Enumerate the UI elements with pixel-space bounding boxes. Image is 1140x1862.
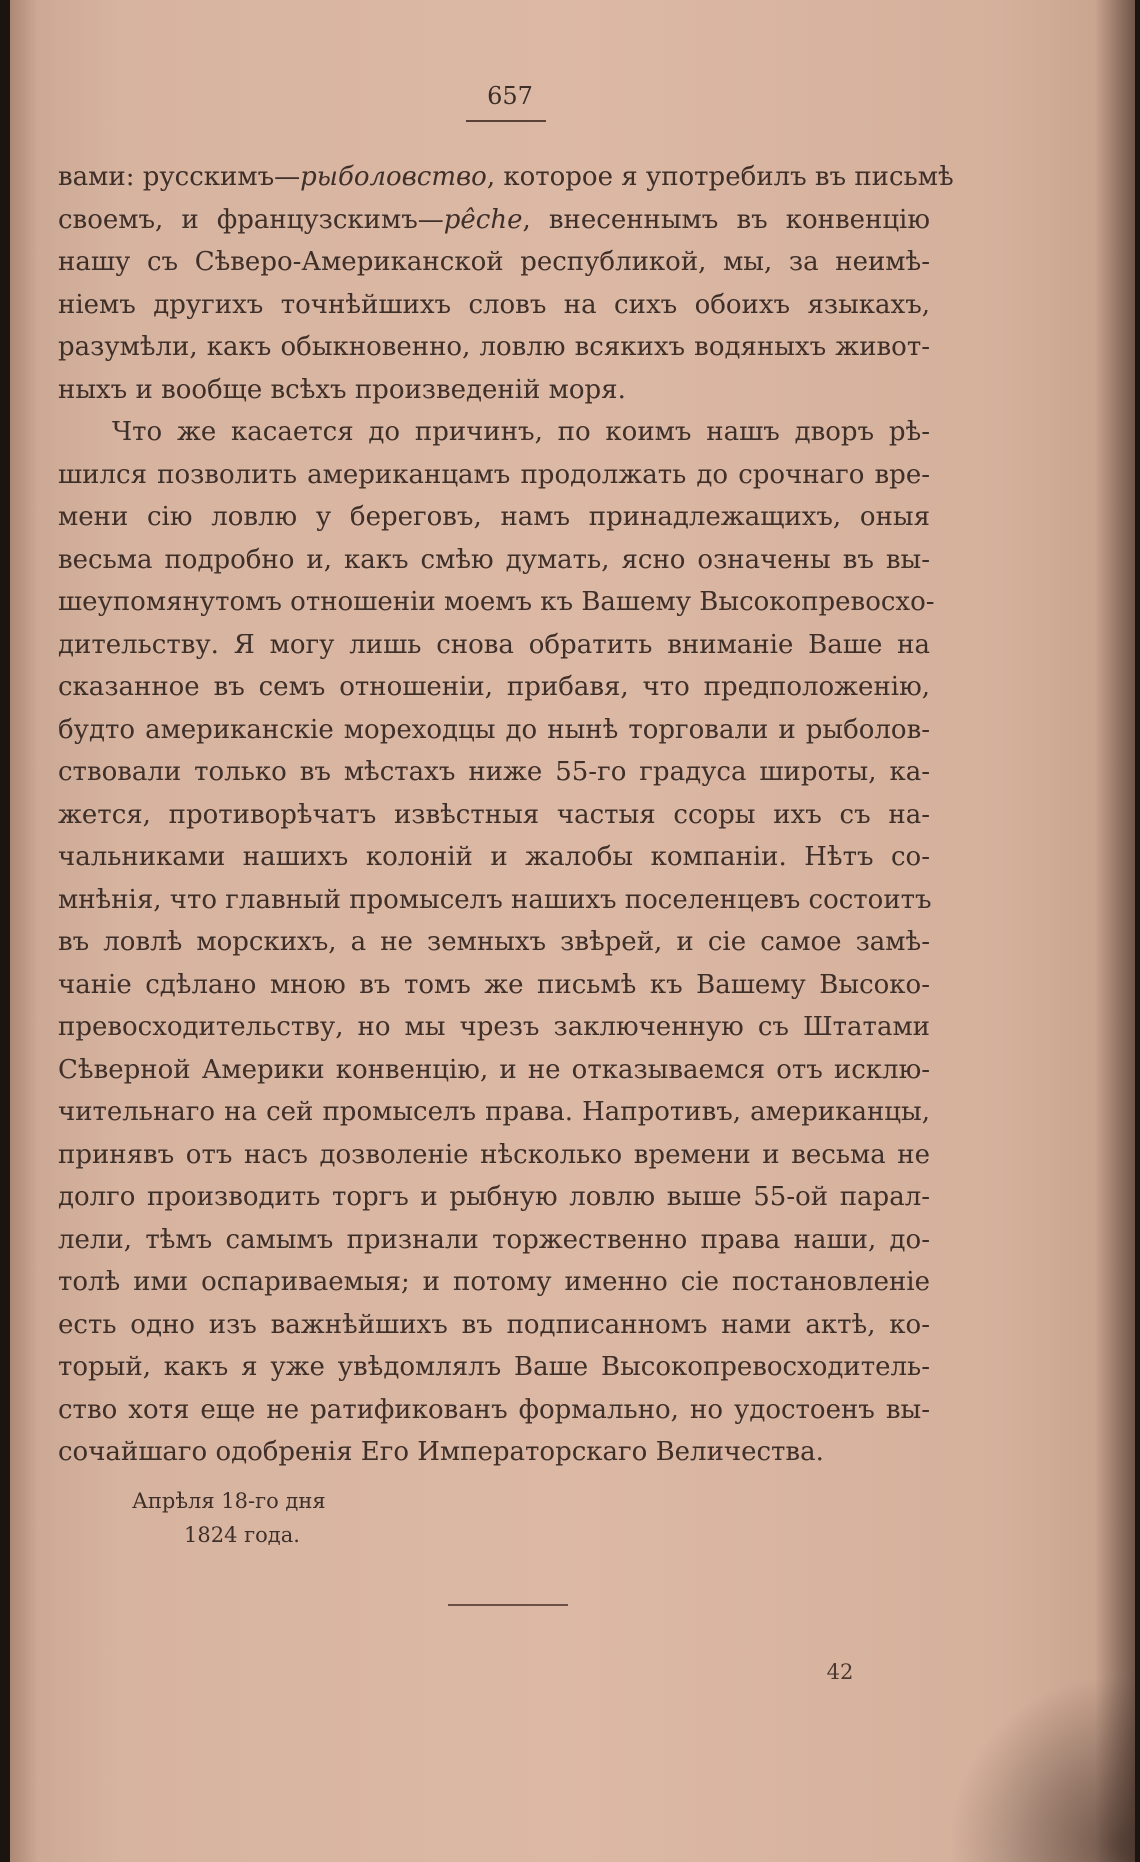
document-page: [10, 0, 1135, 1862]
text-line: сказанное въ семъ отношеніи, прибавя, что предположенію,: [58, 672, 930, 702]
text-line: дительству. Я могу лишь снова обратить вниманіе Ваше на: [58, 629, 930, 660]
text-line: ство хотя еще не ратификованъ формально, но удостоенъ вы-: [58, 1394, 930, 1425]
text-line: лели, тѣмъ самымъ признали торжественно права наши, до-: [58, 1224, 930, 1255]
page-corner-shadow: [935, 1662, 1135, 1862]
date-line: Апрѣля 18-го дня: [132, 1489, 326, 1513]
page-number: 657: [487, 82, 533, 110]
closing-rule: [448, 1604, 568, 1606]
year-line: 1824 года.: [184, 1523, 300, 1547]
text-line: жется, противорѣчатъ извѣстныя частыя ссоры ихъ съ на-: [58, 799, 930, 830]
text-line: будто американскіе мореходцы до нынѣ торговали и рыболов-: [58, 714, 930, 745]
page-number-rule: [466, 120, 546, 122]
text-line: мнѣнія, что главный промыселъ нашихъ поселенцевъ состоитъ: [58, 884, 932, 915]
text-line: торый, какъ я уже увѣдомлялъ Ваше Высокопревосходитель-: [58, 1352, 930, 1382]
text-line: шеупомянутомъ отношеніи моемъ къ Вашему Высокопревосхо-: [58, 587, 935, 617]
text-line: весьма подробно и, какъ смѣю думать, ясно означены въ вы-: [58, 544, 930, 575]
italic-word: pêche: [443, 204, 523, 235]
text-line: своемъ, и французскимъ—pêche, внесеннымъ въ конвенцію: [58, 204, 930, 235]
text-line: чальниками нашихъ колоній и жалобы компаніи. Нѣтъ со-: [58, 842, 930, 872]
text-line: превосходительству, но мы чрезъ заключенную съ Штатами: [58, 1012, 930, 1042]
text-line: мени сію ловлю у береговъ, намъ принадлежащихъ, оныя: [58, 502, 930, 532]
text-line: ныхъ и вообще всѣхъ произведеній моря.: [58, 374, 626, 405]
text-line: сочайшаго одобренія Его Императорскаго Величества.: [58, 1437, 824, 1467]
text-line: разумѣли, какъ обыкновенно, ловлю всякихъ водяныхъ живот-: [58, 332, 930, 362]
italic-word: рыболовство: [300, 162, 487, 192]
text-line: ніемъ другихъ точнѣйшихъ словъ на сихъ обоихъ языкахъ,: [58, 289, 930, 320]
text-line: ствовали только въ мѣстахъ ниже 55-го градуса широты, ка-: [58, 757, 930, 787]
signature-mark: 42: [826, 1660, 854, 1684]
text-line: нашу съ Сѣверо-Американской республикой, мы, за неимѣ-: [58, 247, 930, 277]
body-text: [58, 156, 954, 1474]
text-line: толѣ ими оспариваемыя; и потому именно сіе постановленіе: [58, 1267, 930, 1297]
text-line: шился позволить американцамъ продолжать до срочнаго вре-: [58, 459, 930, 490]
text-line: принявъ отъ насъ дозволеніе нѣсколько времени и весьма не: [58, 1139, 930, 1170]
text-line: чаніе сдѣлано мною въ томъ же письмѣ къ Вашему Высоко-: [58, 969, 930, 1000]
paragraph-2: [58, 411, 935, 1474]
text-line: Сѣверной Америки конвенцію, и не отказываемся отъ исклю-: [58, 1054, 930, 1085]
text-line: Что же касается до причинъ, по коимъ нашъ дворъ рѣ-: [112, 417, 930, 447]
text-line: долго производить торгъ и рыбную ловлю выше 55-ой парал-: [58, 1182, 930, 1212]
text-line: есть одно изъ важнѣйшихъ въ подписанномъ нами актѣ, ко-: [58, 1309, 930, 1340]
text-line: чительнаго на сей промыселъ права. Напротивъ, американцы,: [58, 1097, 930, 1127]
paragraph-1: [58, 156, 954, 411]
text-line: вами: русскимъ—рыболовство, которое я употребилъ въ письмѣ: [58, 162, 954, 192]
text-line: въ ловлѣ морскихъ, а не земныхъ звѣрей, и сіе самое замѣ-: [58, 927, 930, 957]
date-block: [132, 1484, 326, 1552]
page-edge-shadow-right: [1095, 0, 1135, 1862]
page-edge-shadow-left: [10, 0, 38, 1862]
